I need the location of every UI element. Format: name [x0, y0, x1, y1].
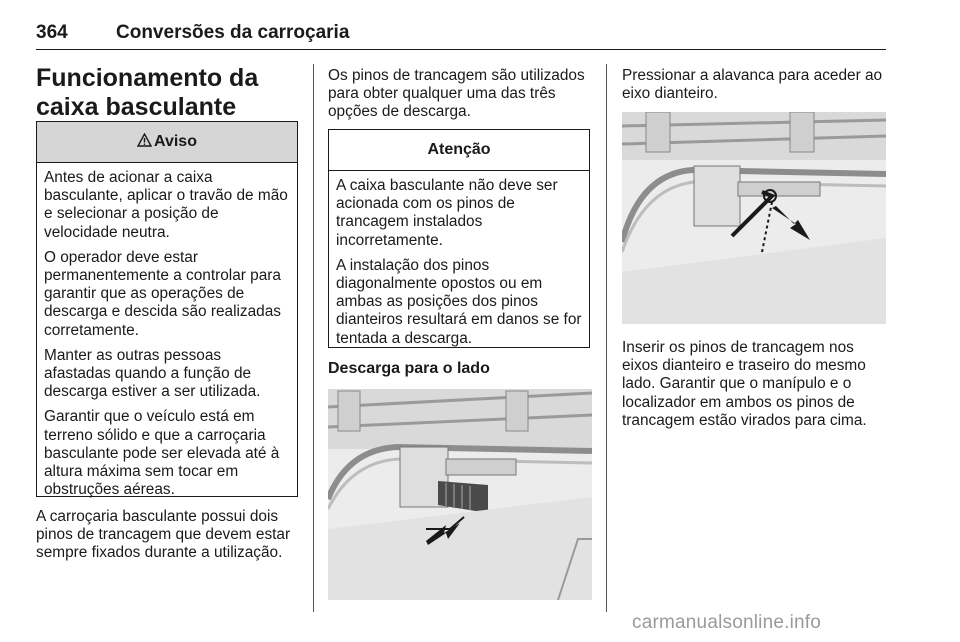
attention-paragraph: A caixa basculante não deve ser acionada com os pinos de trancagem instalados incorretamente. [336, 177, 558, 249]
front-axle-illustration [622, 112, 886, 324]
warning-paragraph: O operador deve estar permanentemente a controlar para garantir que as operações de descarga e descida são realizadas corretamente. [44, 248, 281, 339]
insert-pins-instruction: Inserir os pinos de trancagem nos eixos dianteiro e traseiro do mesmo lado. Garantir que o manípulo e o localizador em ambos os pinos de trancagem estão virados para cima. [622, 339, 867, 429]
warning-paragraph: Garantir que o veículo está em terreno sólido e que a carroçaria basculante pode ser elevada até à altura máxima sem tocar em obstruções aéreas. [44, 408, 280, 499]
warning-box [36, 121, 298, 497]
warning-triangle-icon [137, 133, 152, 151]
warning-heading-label: Aviso [154, 133, 197, 150]
section-title: Funcionamento da caixa basculante [36, 64, 259, 121]
side-tipping-subtitle: Descarga para o lado [328, 360, 490, 377]
locking-pins-intro: Os pinos de trancagem são utilizados para obter qualquer uma das três opções de descarga. [328, 67, 585, 121]
warning-paragraph: Antes de acionar a caixa basculante, aplicar o travão de mão e selecionar a posição de velocidade neutra. [44, 169, 288, 241]
side-tipping-illustration [328, 389, 592, 600]
lever-instruction: Pressionar a alavanca para aceder ao eixo dianteiro. [622, 67, 883, 103]
col2-intro [328, 67, 598, 122]
col3-paragraph [622, 339, 886, 430]
attention-body [329, 171, 589, 348]
warning-body [37, 163, 297, 499]
attention-paragraph: A instalação dos pinos diagonalmente opostos ou em ambas as posições dos pinos dianteiros resultará em danos se for tentada a descarga. [336, 256, 582, 347]
warning-heading [37, 122, 297, 163]
page-number: 364 [36, 22, 68, 43]
column-divider [606, 64, 607, 612]
header-rule [36, 49, 886, 50]
warning-paragraph: Manter as outras pessoas afastadas quando a função de descarga estiver a ser utilizada. [44, 346, 261, 401]
attention-box [328, 129, 590, 348]
attention-heading-label: Atenção [427, 141, 491, 158]
tipper-pins-text: A carroçaria basculante possui dois pinos de trancagem que devem estar sempre fixados durante a utilização. [36, 508, 291, 562]
footer-watermark: carmanualsonline.info [632, 612, 822, 633]
column-divider [313, 64, 314, 612]
col1-paragraph [36, 508, 304, 563]
chapter-title: Conversões da carroçaria [116, 22, 350, 43]
attention-heading [329, 130, 589, 171]
col3-intro [622, 67, 886, 103]
